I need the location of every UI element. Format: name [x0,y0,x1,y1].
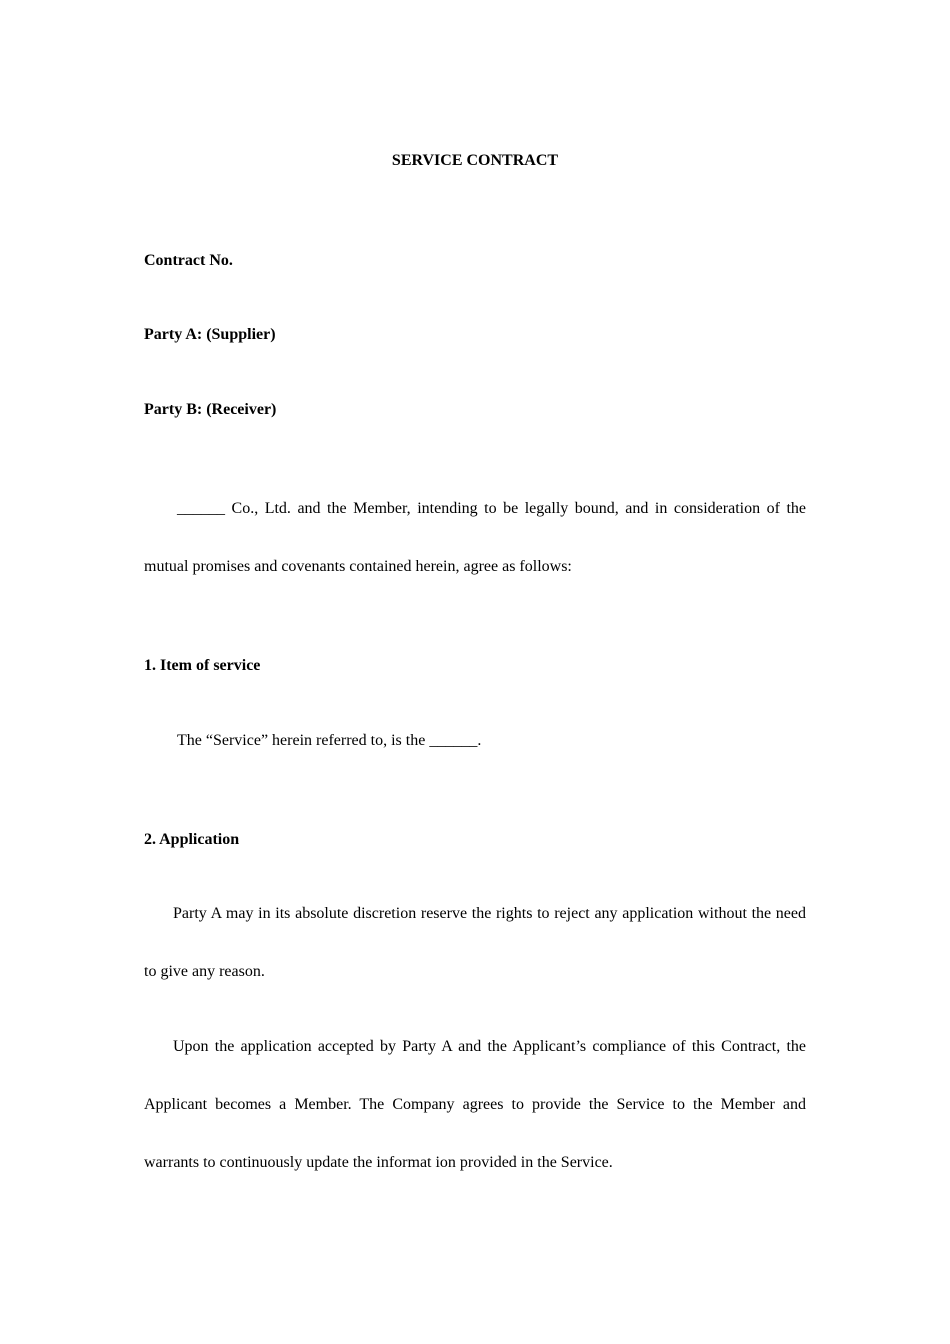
section-heading-application: 2. Application [144,831,240,848]
contract-number-label: Contract No. [144,252,233,269]
section-2-paragraph-1: Party A may in its absolute discretion reserve the rights to reject any application without the need to give any reason. [144,905,806,980]
party-b-label: Party B: (Receiver) [144,401,277,418]
intro-paragraph: ______ Co., Ltd. and the Member, intending to be legally bound, and in consideration of the mutual promises and covenants contained herein, agree as follows: [144,500,806,575]
section-2-paragraph-2: Upon the application accepted by Party A and the Applicant’s compliance of this Contract, the Applicant becomes a Member. The Company agrees to provide the Service to the Member and warrants to continuously update the informat ion provided in the Service. [144,1038,806,1171]
section-1-paragraph: The “Service” herein referred to, is the ______. [177,732,482,749]
party-a-label: Party A: (Supplier) [144,326,276,343]
section-heading-item-of-service: 1. Item of service [144,657,261,674]
document-title: SERVICE CONTRACT [391,152,559,169]
